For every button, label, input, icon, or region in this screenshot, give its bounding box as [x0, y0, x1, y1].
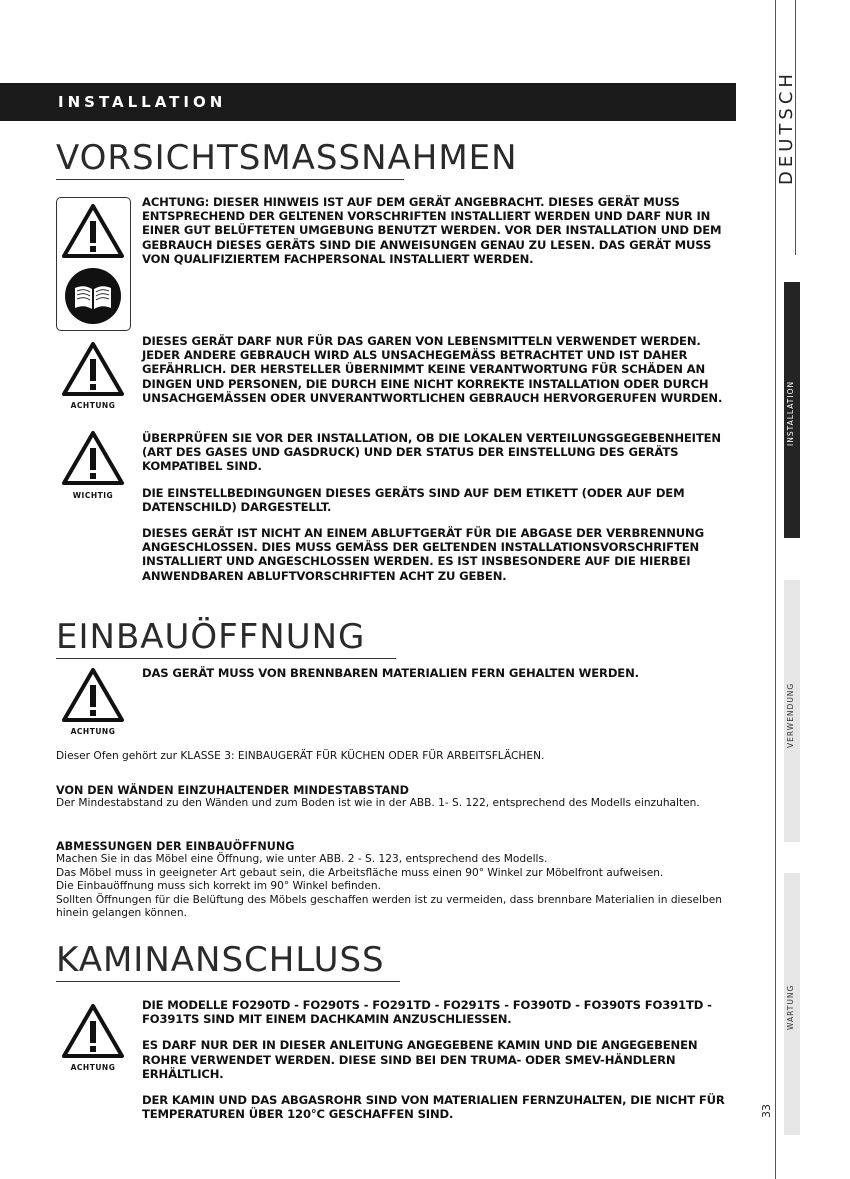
- important-paragraph: DIE EINSTELLBEDINGUNGEN DIESES GERÄTS SIND AUF DEM ETIKETT (ODER AUF DEM DATENSCHILD) DARGESTELLT.: [142, 485, 685, 514]
- warning-triangle-icon: [60, 666, 126, 724]
- warning-caption: ACHTUNG: [70, 1063, 116, 1072]
- dimensions-line: Sollten Öffnungen für die Belüftung des Möbels geschaffen werden ist zu vermeiden, dass brennbare Materialien in dieselben hinein gelangen können.: [56, 893, 722, 920]
- warning-caption: ACHTUNG: [70, 401, 116, 410]
- tab-wartung-label[interactable]: WARTUNG: [786, 984, 795, 1030]
- title-kamin-underline: [56, 981, 400, 982]
- title-kamin: KAMINANSCHLUSS: [56, 940, 385, 980]
- warning-triangle-icon: [60, 1002, 126, 1060]
- tab-installation-label[interactable]: INSTALLATION: [786, 380, 795, 446]
- class-paragraph: Dieser Ofen gehört zur KLASSE 3: EINBAUGERÄT FÜR KÜCHEN ODER FÜR ARBEITSFLÄCHEN.: [56, 750, 545, 762]
- kamin-paragraph: DER KAMIN UND DAS ABGASROHR SIND VON MATERIALIEN FERNZUHALTEN, DIE NICHT FÜR TEMPERATUREN ÜBER 120°C GESCHAFFEN SIND.: [142, 1093, 725, 1122]
- distance-paragraph: Der Mindestabstand zu den Wänden und zum Boden ist wie in der ABB. 1- S. 122, entsprechend des Modells einzuhalten.: [56, 797, 700, 810]
- kamin-paragraph: ES DARF NUR DER IN DIESER ANLEITUNG ANGEGEBENE KAMIN UND DIE ANGEGEBENEN ROHRE VERWENDET WERDEN. DIESE SIND BEI DEN TRUMA- ODER SMEV-HÄNDLERN ERHÄLTLICH.: [142, 1038, 698, 1081]
- warning-triangle-icon: [60, 429, 126, 487]
- read-manual-icon: [63, 266, 123, 326]
- distance-block: [56, 784, 740, 811]
- warning-caption: ACHTUNG: [70, 727, 116, 736]
- distance-heading: VON DEN WÄNDEN EINZUHALTENDER MINDESTABSTAND: [56, 784, 409, 797]
- section-label: INSTALLATION: [58, 93, 227, 111]
- warning-triangle-icon: [60, 202, 126, 260]
- important-caption: WICHTIG: [72, 491, 114, 500]
- warning-text: [142, 334, 740, 405]
- section-banner: [0, 83, 736, 121]
- important-paragraph: DIESES GERÄT IST NICHT AN EINEM ABLUFTGERÄT FÜR DIE ABGASE DER VERBRENNUNG ANGESCHLOSSEN. DIES MUSS GEMÄSS DER GELTENDEN INSTALLATIONSVORSCHRIFTEN INSTALLIERT UND ANGESCHLOSSEN WERDEN. ES IST INSBESONDERE AUF DIE HIERBEI ANWENDBAREN ABLUFTVORSCHRIFTEN ACHT ZU GEBEN.: [142, 526, 704, 583]
- language-label: DEUTSCH: [776, 70, 797, 185]
- title-vorsicht: VORSICHTSMASSNAHMEN: [56, 138, 518, 178]
- class-text: [56, 750, 740, 763]
- dimensions-line: Das Möbel muss in geeigneter Art gebaut sein, die Arbeitsfläche muss einen 90° Winkel zur Möbelfront aufweisen.: [56, 866, 664, 879]
- einbau-warning-text: [142, 666, 740, 680]
- tab-verwendung-label[interactable]: VERWENDUNG: [786, 682, 795, 748]
- dimensions-line: Machen Sie in das Möbel eine Öffnung, wie unter ABB. 2 - S. 123, entsprechend des Modells.: [56, 853, 548, 866]
- dimensions-line: Die Einbauöffnung muss sich korrekt im 90° Winkel befinden.: [56, 880, 382, 893]
- title-vorsicht-underline: [56, 179, 404, 180]
- page-number: 33: [760, 1104, 773, 1118]
- title-einbau: EINBAUÖFFNUNG: [56, 617, 366, 657]
- kamin-paragraph: DIE MODELLE FO290TD - FO290TS - FO291TD - FO291TS - FO390TD - FO390TS FO391TD - FO391TS SIND MIT EINEM DACHKAMIN ANZUSCHLIESSEN.: [142, 998, 712, 1027]
- einbau-warning-paragraph: DAS GERÄT MUSS VON BRENNBAREN MATERIALIEN FERN GEHALTEN WERDEN.: [142, 666, 639, 680]
- notice-paragraph: ACHTUNG: DIESER HINWEIS IST AUF DEM GERÄT ANGEBRACHT. DIESES GERÄT MUSS ENTSPRECHEND DER GELTENEN VORSCHRIFTEN INSTALLIERT WERDEN UND DARF NUR IN EINER GUT BELÜFTETEN UMGEBUNG BENUTZT WERDEN. VOR DER INSTALLATION UND DEM GEBRAUCH DIESES GERÄTS SIND DIE ANWEISUNGEN GENAU ZU LESEN. DAS GERÄT MUSS VON QUALIFIZIERTEM FACHPERSONAL INSTALLIERT WERDEN.: [142, 195, 722, 266]
- important-text: [142, 431, 740, 583]
- warning-triangle-icon: [60, 340, 126, 398]
- warning-paragraph: DIESES GERÄT DARF NUR FÜR DAS GAREN VON LEBENSMITTELN VERWENDET WERDEN. JEDER ANDERE GEBRAUCH WIRD ALS UNSACHEGEMÄSS BETRACHTET UND IST DAHER GEFÄHRLICH. DER HERSTELLER ÜBERNIMMT KEINE VERANTWORTUNG FÜR SCHÄDEN AN DINGEN UND PERSONEN, DIE DURCH EINE NICHT KORREKTE INSTALLATION ODER DURCH UNSACHGEMÄSSEN ODER UNVERANTWORTLICHEN GEBRAUCH HERVORGERUFEN WURDEN.: [142, 334, 723, 405]
- kamin-text: [142, 998, 740, 1121]
- title-einbau-underline: [56, 658, 396, 659]
- dimensions-block: [56, 840, 740, 920]
- dimensions-heading: ABMESSUNGEN DER EINBAUÖFFNUNG: [56, 840, 295, 853]
- important-paragraph: ÜBERPRÜFEN SIE VOR DER INSTALLATION, OB DIE LOKALEN VERTEILUNGSGEGEBENHEITEN (ART DES GASES UND GASDRUCK) UND DER STATUS DER EINSTELLUNG DES GERÄTS KOMPATIBEL SIND.: [142, 431, 721, 474]
- notice-text: [142, 195, 740, 266]
